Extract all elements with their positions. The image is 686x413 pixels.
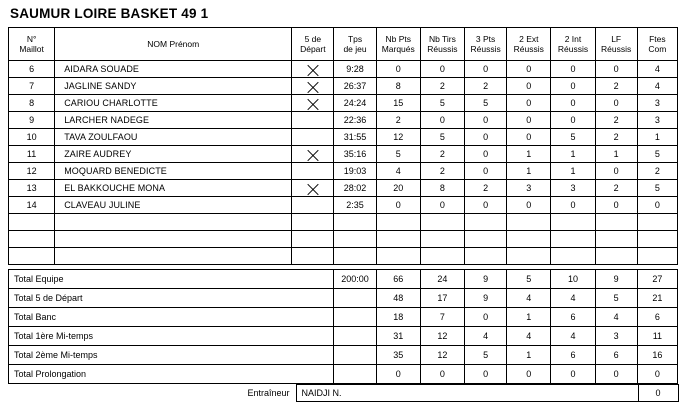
header-cell-two-ext	[507, 28, 551, 61]
x-mark-icon	[306, 182, 319, 195]
player-number: 14	[9, 197, 55, 214]
starter-cell[interactable]	[292, 197, 334, 214]
table-row	[9, 95, 678, 112]
empty-cell[interactable]	[55, 248, 292, 265]
empty-cell[interactable]	[420, 248, 464, 265]
starter-cell[interactable]	[292, 61, 334, 78]
totals-free-throws: 4	[595, 308, 637, 327]
player-time: 28:02	[334, 180, 376, 197]
player-fouls: 1	[637, 129, 677, 146]
totals-three-points: 9	[465, 270, 507, 289]
empty-cell[interactable]	[420, 231, 464, 248]
starter-cell[interactable]	[292, 95, 334, 112]
totals-shots-made: 24	[420, 270, 464, 289]
totals-two-ext: 1	[507, 308, 551, 327]
player-number: 12	[9, 163, 55, 180]
coach-label: Entraîneur	[247, 388, 290, 398]
totals-fouls: 21	[637, 289, 677, 308]
empty-cell[interactable]	[465, 248, 507, 265]
totals-points: 0	[376, 365, 420, 384]
header-line: Tps	[347, 34, 363, 44]
player-two-int: 1	[551, 146, 595, 163]
page-title: SAUMUR LOIRE BASKET 49 1	[10, 6, 209, 21]
player-name: MOQUARD BENEDICTE	[55, 163, 292, 180]
table-header-row	[9, 28, 678, 61]
player-two-ext: 0	[507, 78, 551, 95]
player-three-points: 0	[465, 129, 507, 146]
header-line: de jeu	[343, 44, 367, 54]
totals-three-points: 0	[465, 308, 507, 327]
player-time: 24:24	[334, 95, 376, 112]
player-points: 0	[376, 197, 420, 214]
totals-two-ext: 1	[507, 346, 551, 365]
player-three-points: 0	[465, 197, 507, 214]
header-line: Nb Tirs	[428, 34, 456, 44]
header-line: 2 Int	[564, 34, 582, 44]
header-line: Marqués	[381, 44, 415, 54]
header-line: Réussis	[513, 44, 544, 54]
totals-fouls: 6	[637, 308, 677, 327]
totals-label: Total 2ème Mi-temps	[9, 346, 334, 365]
player-points: 8	[376, 78, 420, 95]
totals-fouls: 16	[637, 346, 677, 365]
empty-cell[interactable]	[595, 214, 637, 231]
table-row	[9, 78, 678, 95]
player-two-int: 0	[551, 61, 595, 78]
totals-row	[9, 308, 678, 327]
player-fouls: 4	[637, 78, 677, 95]
player-name: EL BAKKOUCHE MONA	[55, 180, 292, 197]
coach-table	[8, 384, 679, 402]
player-free-throws: 0	[595, 95, 637, 112]
table-row	[9, 163, 678, 180]
player-free-throws: 2	[595, 78, 637, 95]
totals-two-ext: 5	[507, 270, 551, 289]
coach-fouls: 0	[638, 385, 678, 402]
totals-three-points: 0	[465, 365, 507, 384]
player-name: ZAIRE AUDREY	[55, 146, 292, 163]
player-number: 11	[9, 146, 55, 163]
totals-label: Total Prolongation	[9, 365, 334, 384]
player-name: TAVA ZOULFAOU	[55, 129, 292, 146]
player-points: 15	[376, 95, 420, 112]
player-two-ext: 0	[507, 112, 551, 129]
player-two-int: 5	[551, 129, 595, 146]
totals-time	[334, 308, 376, 327]
empty-cell[interactable]	[9, 214, 55, 231]
totals-free-throws: 5	[595, 289, 637, 308]
totals-time	[334, 346, 376, 365]
header-cell-two-int	[551, 28, 595, 61]
empty-cell[interactable]	[551, 231, 595, 248]
header-line: Com	[648, 44, 667, 54]
player-two-ext: 0	[507, 197, 551, 214]
player-number: 7	[9, 78, 55, 95]
empty-cell[interactable]	[637, 231, 677, 248]
starter-cell[interactable]	[292, 78, 334, 95]
player-two-int: 3	[551, 180, 595, 197]
player-points: 0	[376, 61, 420, 78]
totals-shots-made: 12	[420, 346, 464, 365]
totals-time	[334, 289, 376, 308]
empty-cell[interactable]	[507, 231, 551, 248]
header-line: Ftes	[649, 34, 666, 44]
table-row	[9, 61, 678, 78]
player-fouls: 0	[637, 197, 677, 214]
totals-shots-made: 12	[420, 327, 464, 346]
totals-two-ext: 4	[507, 289, 551, 308]
header-cell-time	[334, 28, 376, 61]
player-fouls: 3	[637, 95, 677, 112]
player-three-points: 0	[465, 112, 507, 129]
empty-cell[interactable]	[507, 248, 551, 265]
player-name: CARIOU CHARLOTTE	[55, 95, 292, 112]
player-time: 31:55	[334, 129, 376, 146]
starter-cell[interactable]	[292, 112, 334, 129]
player-number: 8	[9, 95, 55, 112]
player-number: 13	[9, 180, 55, 197]
totals-two-int: 6	[551, 346, 595, 365]
header-cell-name: NOM Prénom	[55, 28, 292, 61]
totals-fouls: 27	[637, 270, 677, 289]
totals-label: Total 1ère Mi-temps	[9, 327, 334, 346]
table-row-empty[interactable]	[9, 231, 678, 248]
table-row	[9, 112, 678, 129]
player-three-points: 2	[465, 180, 507, 197]
empty-cell[interactable]	[376, 231, 420, 248]
empty-cell[interactable]	[465, 214, 507, 231]
totals-points: 66	[376, 270, 420, 289]
player-two-int: 1	[551, 163, 595, 180]
starter-cell[interactable]	[292, 146, 334, 163]
player-free-throws: 2	[595, 112, 637, 129]
player-shots-made: 2	[420, 78, 464, 95]
totals-shots-made: 7	[420, 308, 464, 327]
totals-row	[9, 346, 678, 365]
empty-cell[interactable]	[334, 214, 376, 231]
totals-three-points: 4	[465, 327, 507, 346]
header-line: Nb Pts	[385, 34, 411, 44]
player-name: LARCHER NADEGE	[55, 112, 292, 129]
totals-time	[334, 327, 376, 346]
player-name: AIDARA SOUADE	[55, 61, 292, 78]
totals-two-int: 4	[551, 289, 595, 308]
header-line: N°	[26, 34, 37, 44]
totals-free-throws: 0	[595, 365, 637, 384]
empty-cell[interactable]	[334, 231, 376, 248]
header-cell-fouls	[637, 28, 677, 61]
totals-free-throws: 9	[595, 270, 637, 289]
player-time: 19:03	[334, 163, 376, 180]
totals-three-points: 9	[465, 289, 507, 308]
totals-label: Total Banc	[9, 308, 334, 327]
player-two-ext: 0	[507, 129, 551, 146]
x-mark-icon	[306, 148, 319, 161]
totals-row	[9, 270, 678, 289]
header-cell-number	[9, 28, 55, 61]
empty-cell[interactable]	[376, 214, 420, 231]
x-mark-icon	[306, 80, 319, 93]
player-name: CLAVEAU JULINE	[55, 197, 292, 214]
header-cell-points	[376, 28, 420, 61]
player-two-ext: 3	[507, 180, 551, 197]
totals-points: 31	[376, 327, 420, 346]
player-free-throws: 0	[595, 163, 637, 180]
empty-cell[interactable]	[55, 231, 292, 248]
empty-cell[interactable]	[595, 248, 637, 265]
empty-cell[interactable]	[9, 248, 55, 265]
header-line: Maillot	[19, 44, 44, 54]
x-mark-icon	[306, 97, 319, 110]
totals-fouls: 0	[637, 365, 677, 384]
header-line: Départ	[300, 44, 326, 54]
coach-name[interactable]: NAIDJI N.	[296, 385, 638, 402]
table-row-empty[interactable]	[9, 248, 678, 265]
player-time: 22:36	[334, 112, 376, 129]
player-shots-made: 0	[420, 61, 464, 78]
totals-time	[334, 365, 376, 384]
player-free-throws: 0	[595, 197, 637, 214]
totals-points: 48	[376, 289, 420, 308]
empty-cell[interactable]	[292, 248, 334, 265]
player-time: 2:35	[334, 197, 376, 214]
totals-table	[8, 269, 678, 384]
player-two-ext: 1	[507, 146, 551, 163]
header-cell-shots-made	[420, 28, 464, 61]
player-two-int: 0	[551, 95, 595, 112]
player-two-ext: 0	[507, 95, 551, 112]
player-number: 9	[9, 112, 55, 129]
totals-free-throws: 6	[595, 346, 637, 365]
player-fouls: 3	[637, 112, 677, 129]
empty-cell[interactable]	[292, 214, 334, 231]
player-number: 6	[9, 61, 55, 78]
header-line: 3 Pts	[475, 34, 496, 44]
totals-row	[9, 365, 678, 384]
table-row-empty[interactable]	[9, 214, 678, 231]
empty-cell[interactable]	[376, 248, 420, 265]
table-row	[9, 197, 678, 214]
player-points: 2	[376, 112, 420, 129]
totals-shots-made: 17	[420, 289, 464, 308]
empty-cell[interactable]	[420, 214, 464, 231]
header-line: Réussis	[557, 44, 589, 54]
totals-two-ext: 4	[507, 327, 551, 346]
header-line: Réussis	[470, 44, 501, 54]
player-three-points: 0	[465, 146, 507, 163]
totals-label: Total 5 de Départ	[9, 289, 334, 308]
totals-time: 200:00	[334, 270, 376, 289]
empty-cell[interactable]	[507, 214, 551, 231]
header-cell-free-throws	[595, 28, 637, 61]
player-two-ext: 1	[507, 163, 551, 180]
header-line: Réussis	[601, 44, 632, 54]
totals-two-int: 0	[551, 365, 595, 384]
starter-cell[interactable]	[292, 129, 334, 146]
player-three-points: 0	[465, 61, 507, 78]
player-time: 35:16	[334, 146, 376, 163]
player-two-int: 0	[551, 78, 595, 95]
player-three-points: 2	[465, 78, 507, 95]
totals-two-ext: 0	[507, 365, 551, 384]
player-shots-made: 2	[420, 163, 464, 180]
player-two-int: 0	[551, 112, 595, 129]
totals-three-points: 5	[465, 346, 507, 365]
header-line: 5 de	[304, 34, 322, 44]
player-free-throws: 0	[595, 61, 637, 78]
player-free-throws: 2	[595, 180, 637, 197]
coach-row	[8, 385, 678, 402]
player-points: 12	[376, 129, 420, 146]
player-shots-made: 0	[420, 112, 464, 129]
player-number: 10	[9, 129, 55, 146]
table-row	[9, 129, 678, 146]
header-line: 2 Ext	[519, 34, 539, 44]
player-fouls: 5	[637, 146, 677, 163]
player-shots-made: 2	[420, 146, 464, 163]
totals-fouls: 11	[637, 327, 677, 346]
empty-cell[interactable]	[637, 248, 677, 265]
empty-cell[interactable]	[551, 248, 595, 265]
totals-row	[9, 289, 678, 308]
table-row	[9, 146, 678, 163]
totals-two-int: 6	[551, 308, 595, 327]
player-two-ext: 0	[507, 61, 551, 78]
starter-cell[interactable]	[292, 180, 334, 197]
totals-label: Total Equipe	[9, 270, 334, 289]
player-free-throws: 2	[595, 129, 637, 146]
totals-points: 18	[376, 308, 420, 327]
player-two-int: 0	[551, 197, 595, 214]
player-shots-made: 5	[420, 129, 464, 146]
player-fouls: 5	[637, 180, 677, 197]
totals-two-int: 10	[551, 270, 595, 289]
player-time: 9:28	[334, 61, 376, 78]
player-shots-made: 0	[420, 197, 464, 214]
x-mark-icon	[306, 63, 319, 76]
empty-cell[interactable]	[551, 214, 595, 231]
player-time: 26:37	[334, 78, 376, 95]
player-shots-made: 5	[420, 95, 464, 112]
totals-shots-made: 0	[420, 365, 464, 384]
header-cell-starter	[292, 28, 334, 61]
player-fouls: 2	[637, 163, 677, 180]
header-line: Réussis	[427, 44, 458, 54]
empty-cell[interactable]	[292, 231, 334, 248]
player-three-points: 0	[465, 163, 507, 180]
empty-cell[interactable]	[9, 231, 55, 248]
player-free-throws: 1	[595, 146, 637, 163]
empty-cell[interactable]	[334, 248, 376, 265]
header-cell-three-points	[465, 28, 507, 61]
empty-cell[interactable]	[595, 231, 637, 248]
player-name: JAGLINE SANDY	[55, 78, 292, 95]
starter-cell[interactable]	[292, 163, 334, 180]
player-stats-table	[8, 27, 678, 265]
player-shots-made: 8	[420, 180, 464, 197]
empty-cell[interactable]	[465, 231, 507, 248]
table-row	[9, 180, 678, 197]
empty-cell[interactable]	[637, 214, 677, 231]
totals-two-int: 4	[551, 327, 595, 346]
totals-row	[9, 327, 678, 346]
header-line: LF	[611, 34, 622, 44]
totals-free-throws: 3	[595, 327, 637, 346]
player-points: 20	[376, 180, 420, 197]
player-fouls: 4	[637, 61, 677, 78]
player-points: 4	[376, 163, 420, 180]
empty-cell[interactable]	[55, 214, 292, 231]
player-points: 5	[376, 146, 420, 163]
player-three-points: 5	[465, 95, 507, 112]
totals-points: 35	[376, 346, 420, 365]
